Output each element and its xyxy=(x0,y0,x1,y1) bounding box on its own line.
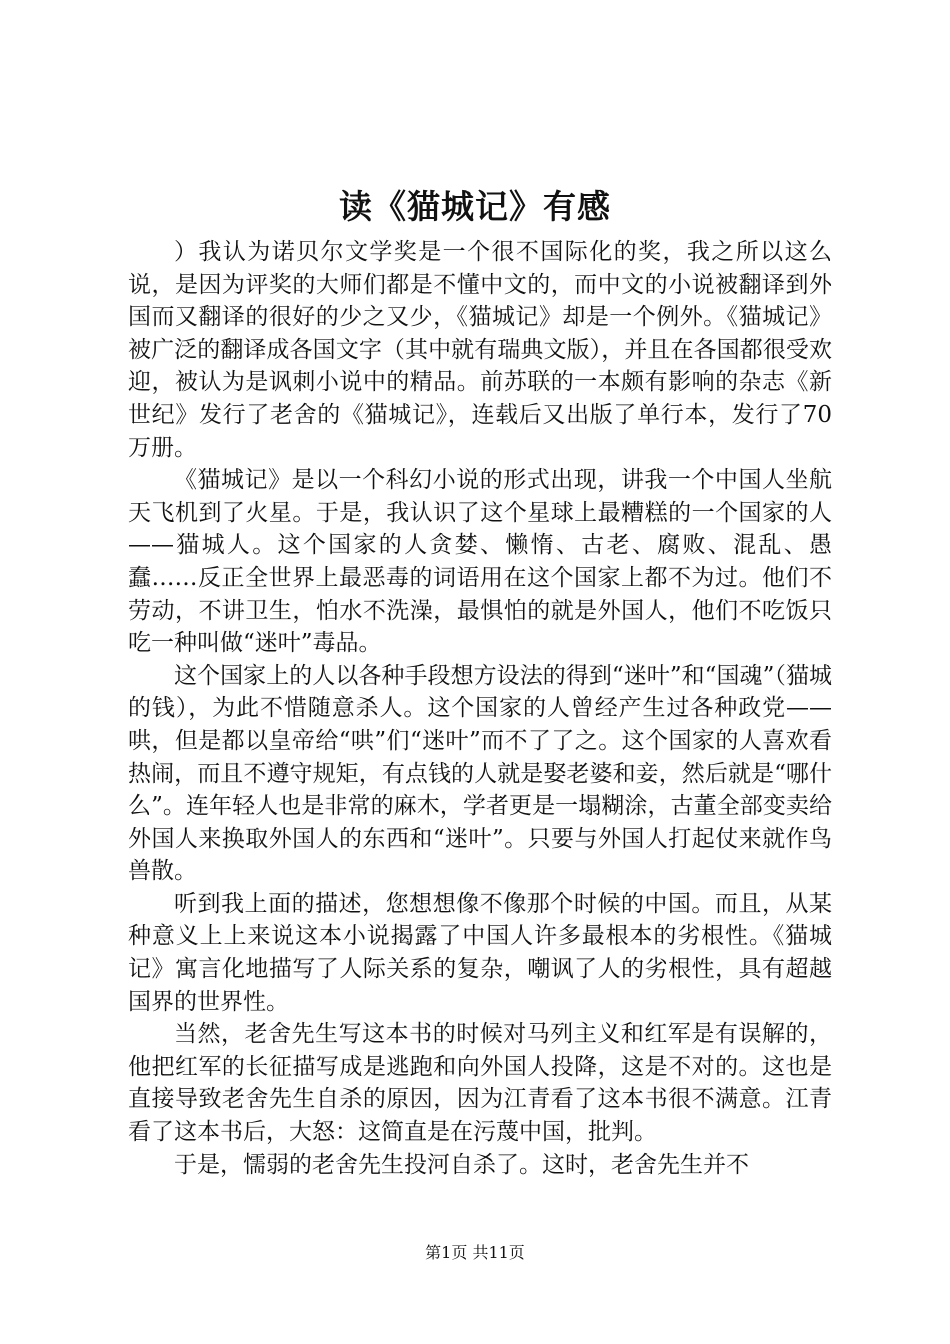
paragraph-2: 《猫城记》是以一个科幻小说的形式出现，讲我一个中国人坐航天飞机到了火星。于是，我认识了这个星球上最糟糕的一个国家的人——猫城人。这个国家的人贪婪、懒惰、古老、腐败、混乱、愚蠢……反正全世界上最恶毒的词语用在这个国家上都不为过。他们不劳动，不讲卫生，怕水不洗澡，最惧怕的就是外国人，他们不吃饭只吃一种叫做“迷叶”毒品。 xyxy=(128,467,832,657)
document-title: 读《猫城记》有感 xyxy=(339,187,611,226)
document-body xyxy=(128,236,832,1181)
paragraph-5: 当然，老舍先生写这本书的时候对马列主义和红军是有误解的，他把红军的长征描写成是逃跑和向外国人投降，这是不对的。这也是直接导致老舍先生自杀的原因，因为江青看了这本书很不满意。江青看了这本书后，大怒：这简直是在污蔑中国，批判。 xyxy=(128,1021,832,1146)
paragraph-4: 听到我上面的描述，您想想像不像那个时候的中国。而且，从某种意义上上来说这本小说揭露了中国人许多最根本的劣根性。《猫城记》寓言化地描写了人际关系的复杂，嘲讽了人的劣根性，具有超越国界的世界性。 xyxy=(128,890,832,1015)
paragraph-3: 这个国家上的人以各种手段想方设法的得到“迷叶”和“国魂”（猫城的钱），为此不惜随意杀人。这个国家的人曾经产生过各种政党——哄，但是都以皇帝给“哄”们“迷叶”而不了了之。这个国家的人喜欢看热闹，而且不遵守规矩，有点钱的人就是娶老婆和妾，然后就是“哪什么”。连年轻人也是非常的麻木，学者更是一塌糊涂，古董全部变卖给外国人来换取外国人的东西和“迷叶”。只要与外国人打起仗来就作鸟兽散。 xyxy=(128,662,832,885)
paragraph-1: ）我认为诺贝尔文学奖是一个很不国际化的奖，我之所以这么说，是因为评奖的大师们都是不懂中文的，而中文的小说被翻译到外国而又翻译的很好的少之又少，《猫城记》却是一个例外。《猫城记》被广泛的翻译成各国文字（其中就有瑞典文版），并且在各国都很受欢迎，被认为是讽刺小说中的精品。前苏联的一本颇有影响的杂志《新世纪》发行了老舍的《猫城记》，连载后又出版了单行本，发行了70万册。 xyxy=(128,239,832,461)
paragraph-6: 于是，懦弱的老舍先生投河自杀了。这时，老舍先生并不 xyxy=(174,1151,749,1178)
page-footer: 第1页 共11页 xyxy=(425,1243,525,1262)
